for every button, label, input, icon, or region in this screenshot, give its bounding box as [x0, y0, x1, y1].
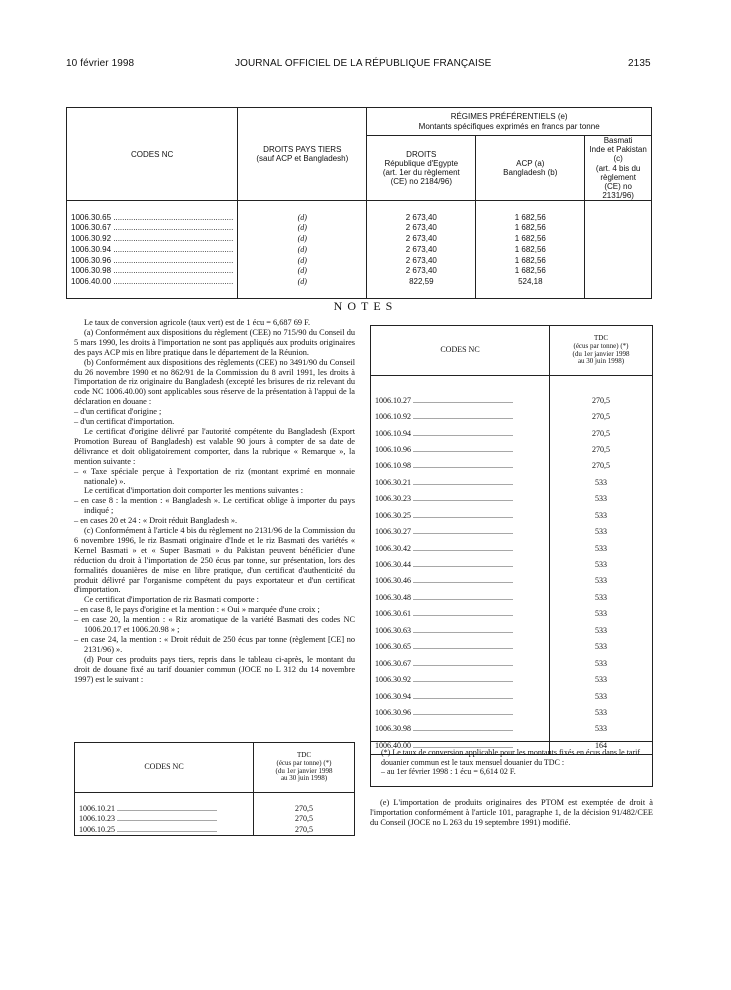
cell-tdc: 533 — [595, 642, 607, 652]
cell-code: 1006.10.27 .................................................. — [371, 392, 550, 408]
cell-code: 1006.30.96 ...................................................... — [67, 255, 238, 266]
header-date: 10 février 1998 — [66, 58, 135, 69]
table-row — [67, 223, 652, 234]
table-row — [75, 825, 355, 836]
cell-code: 1006.30.67 ...................................................... — [67, 223, 238, 234]
table-row — [371, 639, 653, 655]
cell-tdc: 533 — [595, 543, 607, 553]
note-b-item: – d'un certificat d'origine ; — [74, 407, 162, 417]
cell-code: 1006.30.61 .................................................. — [371, 606, 550, 622]
cell-code: 1006.30.63 .................................................. — [371, 623, 550, 639]
table-row — [371, 540, 653, 556]
cell-egypte: 2 673,40 — [367, 255, 476, 266]
table-row — [371, 721, 653, 737]
cell-code: 1006.10.94 .................................................. — [371, 425, 550, 441]
cell-egypte: 2 673,40 — [367, 212, 476, 223]
cell-egypte: 2 673,40 — [367, 266, 476, 277]
table-row — [371, 491, 653, 507]
cell-acp: 1 682,56 — [476, 212, 585, 223]
cell-tdc: 270,5 — [592, 428, 610, 438]
tdc-table-left — [74, 742, 355, 836]
cell-tdc: 533 — [595, 609, 607, 619]
cell-tdc: 533 — [595, 510, 607, 520]
note-d: (d) Pour ces produits pays tiers, repris dans le tableau ci-après, le montant du droit de douane fixé au tarif douanier commun (JOCE no L 312 du 14 novembre 1997) est le suivant : — [74, 654, 355, 684]
table-row — [371, 623, 653, 639]
table-row — [371, 458, 653, 474]
preferential-regimes-table — [66, 107, 652, 299]
cell-tdc: 270,5 — [295, 803, 313, 813]
table-row — [75, 804, 355, 815]
table-row — [67, 255, 652, 266]
table-row — [75, 814, 355, 825]
table-row — [371, 508, 653, 524]
cell-tdc: 533 — [595, 576, 607, 586]
cell-droits: (d) — [238, 266, 367, 277]
notes-left-column — [74, 318, 355, 685]
cell-tdc: 270,5 — [592, 412, 610, 422]
table-row — [67, 234, 652, 245]
table-row — [371, 409, 653, 425]
note-c: (c) Conformément à l'article 4 bis du règlement no 2131/96 de la Commission du 6 novembre 1996, le riz Basmati originaire d'Inde et le riz Basmati des variétés « Kernel Basmati » et « Super Basmati » du Pakistan peuvent bénéficier d'une réduction du droit à l'importation de 250 écus par tonne, sur présentation, lors des formalités douanières de mise en libre pratique, d'un certificat d'authenticité du produit délivré par l'organisme compétent du pays exportateur et d'un certificat d'importation. — [74, 526, 355, 595]
note-e: (e) L'importation de produits originaires des PTOM est exemptée de droit à l'importation conformément à l'article 101, paragraphe 1, de la décision 91/482/CEE du Conseil (JOCE no L 263 du 19 septembre 1991) modifié. — [370, 798, 653, 827]
cell-code: 1006.10.96 .................................................. — [371, 442, 550, 458]
table-row — [371, 705, 653, 721]
cell-code: 1006.30.96 .................................................. — [371, 705, 550, 721]
cell-code: 1006.30.92 ...................................................... — [67, 234, 238, 245]
cell-egypte: 822,59 — [367, 277, 476, 288]
col-tdc: TDC (écus par tonne) (*) (du 1er janvier 1998 au 30 juin 1998) — [550, 326, 653, 376]
cell-tdc: 270,5 — [295, 814, 313, 824]
cell-tdc: 533 — [595, 560, 607, 570]
cell-code: 1006.30.92 .................................................. — [371, 672, 550, 688]
cell-droits: (d) — [238, 234, 367, 245]
cell-tdc: 164 — [595, 740, 607, 750]
cell-code: 1006.30.44 .................................................. — [371, 557, 550, 573]
table-row — [371, 475, 653, 491]
header-title: JOURNAL OFFICIEL DE LA RÉPUBLIQUE FRANÇAISE — [235, 58, 492, 69]
note-conversion-rate: Le taux de conversion agricole (taux vert) est de 1 écu = 6,687 69 F. — [84, 318, 311, 327]
cell-egypte: 2 673,40 — [367, 234, 476, 245]
table-row — [371, 557, 653, 573]
note-b: (b) Conformément aux dispositions des règlements (CEE) no 3491/90 du Conseil du 26 novembre 1990 et no 862/91 de la Commission du 8 avril 1991, les droits à l'importation de riz originaire du Bangladesh (excepté les brisures de riz relevant du code NC 1006.40.00) sont applicables sous réserve de la présentation à l'appui de la déclaration en douane : — [74, 357, 355, 407]
cell-code: 1006.10.98 .................................................. — [371, 458, 550, 474]
cell-tdc: 533 — [595, 592, 607, 602]
cell-code: 1006.10.23 .................................................. — [75, 814, 254, 825]
col-acp-bangladesh: ACP (a) Bangladesh (b) — [476, 136, 585, 201]
cell-code: 1006.10.25 .................................................. — [75, 825, 254, 836]
table-row — [371, 442, 653, 458]
cell-basmati — [585, 212, 652, 223]
col-group-regimes: RÉGIMES PRÉFÉRENTIELS (e) Montants spécifiques exprimés en francs par tonne — [367, 108, 652, 136]
table-row — [371, 606, 653, 622]
table-row — [371, 425, 653, 441]
cell-code: 1006.10.21 .................................................. — [75, 804, 254, 815]
table-row — [371, 655, 653, 671]
col-basmati: Basmati Inde et Pakistan (c) (art. 4 bis du règlement (CE) no 2131/96) — [585, 136, 652, 201]
cell-droits: (d) — [238, 245, 367, 256]
cell-tdc: 533 — [595, 477, 607, 487]
cell-code: 1006.30.48 .................................................. — [371, 590, 550, 606]
col-egypte: DROITS République d'Egypte (art. 1er du règlement (CE) no 2184/96) — [367, 136, 476, 201]
cell-code: 1006.30.94 .................................................. — [371, 688, 550, 704]
table-row — [371, 524, 653, 540]
cell-code: 1006.30.67 .................................................. — [371, 655, 550, 671]
table-row — [371, 573, 653, 589]
cell-code: 1006.40.00 ...................................................... — [67, 277, 238, 288]
note-b-item: – d'un certificat d'importation. — [74, 417, 175, 427]
footnote-text: (*) Le taux de conversion applicable pour les montants fixés en écus dans le tarif douanier commun est le taux mensuel douanier du TDC : — [381, 748, 641, 767]
cell-acp: 1 682,56 — [476, 245, 585, 256]
cell-tdc: 533 — [595, 527, 607, 537]
col-codes-nc: CODES NC — [67, 108, 238, 201]
cell-code: 1006.30.42 .................................................. — [371, 540, 550, 556]
note-b-item: – « Taxe spéciale perçue à l'exportation de riz (montant exprimé en monnaie nationale) ». — [74, 466, 355, 486]
note-b-item: – en cases 20 et 24 : « Droit réduit Bangladesh ». — [74, 516, 238, 526]
cell-acp: 1 682,56 — [476, 234, 585, 245]
cell-acp: 524,18 — [476, 277, 585, 288]
cell-tdc: 533 — [595, 625, 607, 635]
cell-droits: (d) — [238, 223, 367, 234]
note-c-item: – en case 8, le pays d'origine et la mention : « Oui » marquée d'une croix ; — [74, 605, 320, 615]
note-c-item: – en case 24, la mention : « Droit réduit de 250 écus par tonne (règlement [CE] no 2131/96) ». — [74, 635, 355, 654]
cell-acp: 1 682,56 — [476, 255, 585, 266]
cell-tdc: 270,5 — [295, 824, 313, 834]
cell-droits: (d) — [238, 212, 367, 223]
table-row — [371, 590, 653, 606]
page-number: 2135 — [628, 58, 651, 69]
cell-code: 1006.40.00 .................................................. — [371, 738, 550, 755]
footnote-conversion-box — [370, 741, 653, 787]
cell-tdc: 533 — [595, 691, 607, 701]
table-row — [371, 688, 653, 704]
cell-code: 1006.30.98 ...................................................... — [67, 266, 238, 277]
table-row — [67, 277, 652, 288]
cell-tdc: 533 — [595, 494, 607, 504]
cell-basmati — [585, 234, 652, 245]
notes-heading: NOTES — [333, 299, 398, 313]
cell-code: 1006.30.46 .................................................. — [371, 573, 550, 589]
cell-tdc: 533 — [595, 724, 607, 734]
cell-code: 1006.30.27 .................................................. — [371, 524, 550, 540]
cell-acp: 1 682,56 — [476, 266, 585, 277]
cell-egypte: 2 673,40 — [367, 223, 476, 234]
note-a: (a) Conformément aux dispositions du règlement (CEE) no 715/90 du Conseil du 5 mars 1990, les droits à l'importation ne sont pas appliqués aux produits originaires des pays ACP mis en libre pratique dans le département de la Réunion. — [74, 327, 355, 357]
note-b-item: – en case 8 : la mention : « Bangladesh ». Le certificat oblige à importer du pays indiqué ; — [74, 496, 355, 516]
table-row — [67, 266, 652, 277]
cell-egypte: 2 673,40 — [367, 245, 476, 256]
cell-tdc: 533 — [595, 658, 607, 668]
cell-basmati — [585, 255, 652, 266]
cell-basmati — [585, 266, 652, 277]
cell-tdc: 270,5 — [592, 444, 610, 454]
cell-tdc: 270,5 — [592, 461, 610, 471]
cell-tdc: 270,5 — [592, 395, 610, 405]
col-droits-pays-tiers: DROITS PAYS TIERS (sauf ACP et Bangladesh) — [238, 108, 367, 201]
col-codes-nc: CODES NC — [75, 743, 254, 793]
cell-acp: 1 682,56 — [476, 223, 585, 234]
note-c-certificate: Ce certificat d'importation de riz Basmati comporte : — [84, 595, 259, 605]
cell-basmati — [585, 277, 652, 288]
cell-code: 1006.30.94 ...................................................... — [67, 245, 238, 256]
cell-code: 1006.30.25 .................................................. — [371, 508, 550, 524]
table-row — [67, 212, 652, 223]
col-codes-nc: CODES NC — [371, 326, 550, 376]
cell-basmati — [585, 223, 652, 234]
cell-code: 1006.10.92 .................................................. — [371, 409, 550, 425]
table-row — [371, 672, 653, 688]
cell-basmati — [585, 245, 652, 256]
footnote-rate: – au 1er février 1998 : 1 écu = 6,614 02 F. — [381, 767, 516, 776]
note-b-import-certificate: Le certificat d'importation doit comporter les mentions suivantes : — [84, 486, 304, 496]
cell-code: 1006.30.98 .................................................. — [371, 721, 550, 737]
cell-code: 1006.30.65 ...................................................... — [67, 212, 238, 223]
table-row — [371, 392, 653, 408]
cell-code: 1006.30.21 .................................................. — [371, 475, 550, 491]
cell-droits: (d) — [238, 255, 367, 266]
note-b-origin-certificate: Le certificat d'origine délivré par l'autorité compétente du Bangladesh (Export Promotion Bureau of Bangladesh) est valable 90 jours à compter de sa date de délivrance et doit obligatoirement comporter, dans la rubrique « Remarque », la mention suivante : — [74, 426, 355, 466]
cell-code: 1006.30.23 .................................................. — [371, 491, 550, 507]
cell-tdc: 533 — [595, 707, 607, 717]
note-c-item: – en case 20, la mention : « Riz aromatique de la variété Basmati des codes NC 1006.20.17 et 1006.20.98 » ; — [74, 615, 355, 635]
table-row — [67, 245, 652, 256]
cell-code: 1006.30.65 .................................................. — [371, 639, 550, 655]
tdc-table-right — [370, 325, 653, 755]
cell-droits: (d) — [238, 277, 367, 288]
cell-tdc: 533 — [595, 675, 607, 685]
col-tdc: TDC (écus par tonne) (*) (du 1er janvier 1998 au 30 juin 1998) — [254, 743, 355, 793]
